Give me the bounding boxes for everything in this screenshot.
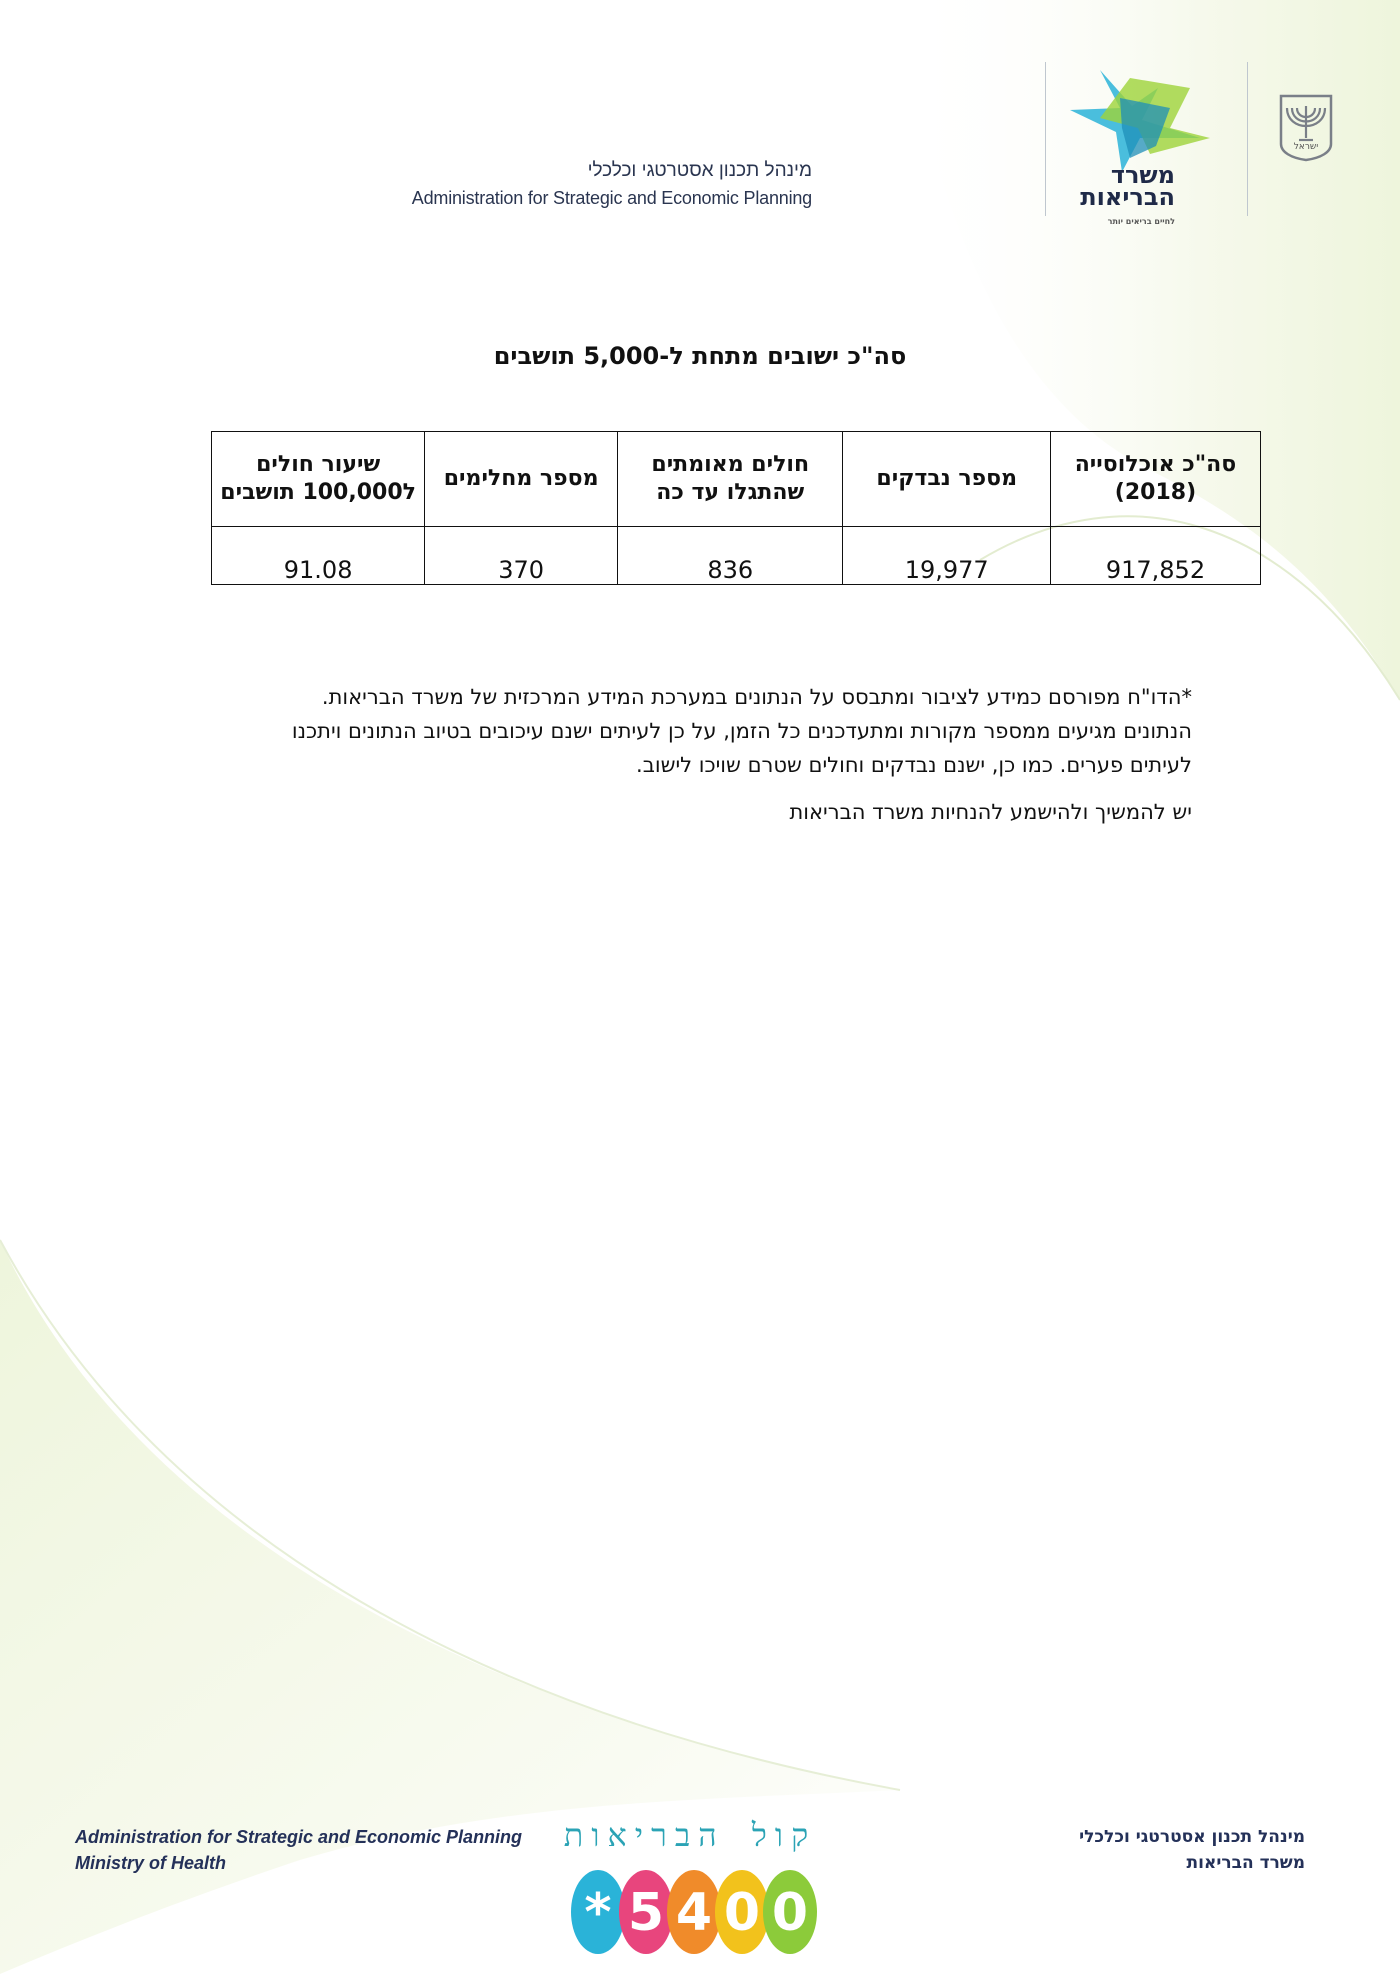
- disclaimer-note: *הדו"ח מפורסם כמידע לציבור ומתבסס על הנתונים במערכת המידע המרכזית של משרד הבריאות. הנתונים מגיעים ממספר מקורות ומתעדכנים כל הזמן, על כן לעיתים ישנם עיכובים בטיוב הנתונים ויתכנו לעיתים פערים. כמו כן, ישנם נבדקים וחולים שטרם שויכו לישוב.: [291, 685, 1192, 777]
- header-admin-english: Administration for Strategic and Economic Planning: [411, 188, 812, 208]
- col-header-tested: מספר נבדקים: [843, 432, 1050, 527]
- cell-rate: 91.08: [212, 527, 425, 585]
- col-header-population: סה"כ אוכלוסייה (2018): [1050, 432, 1260, 527]
- ministry-tagline: לחיים בריאים יותר: [1107, 217, 1175, 226]
- cell-recovered: 370: [425, 527, 618, 585]
- cell-population: 917,852: [1050, 527, 1260, 585]
- col-header-confirmed: חולים מאומתים שהתגלו עד כה: [618, 432, 843, 527]
- page-title: סה"כ ישובים מתחת ל-5,000 תושבים: [493, 342, 907, 370]
- header-admin-block: [412, 160, 812, 209]
- header-divider-right: [1247, 62, 1248, 216]
- col-header-rate: שיעור חולים ל100,000 תושבים: [212, 432, 425, 527]
- cell-tested: 19,977: [843, 527, 1050, 585]
- header-admin-hebrew: מינהל תכנון אסטרטגי וכלכלי: [587, 160, 812, 181]
- kol-digit-0b: 0: [771, 1883, 809, 1943]
- footer-ministry-hebrew: משרד הבריאות: [1186, 1853, 1305, 1873]
- emblem-caption: ישראל: [1293, 142, 1319, 152]
- ministry-star-icon: [1060, 68, 1230, 173]
- ministry-name-line2: הבריאות: [1080, 183, 1175, 211]
- footer-hebrew-block: [1079, 1824, 1305, 1876]
- kol-habriut-title: קול הבריאות: [563, 1816, 817, 1854]
- state-emblem: [1275, 92, 1337, 162]
- kol-habriut-logo: [568, 1862, 818, 1962]
- guidance-note: יש להמשיך ולהישמע להנחיות משרד הבריאות: [789, 800, 1192, 824]
- col-header-recovered: מספר מחלימים: [425, 432, 618, 527]
- ministry-name-line1: משרד: [1110, 161, 1175, 189]
- kol-digit-5: 5: [627, 1883, 665, 1943]
- kol-digit-4: 4: [675, 1883, 713, 1943]
- kol-digit-0a: 0: [723, 1883, 761, 1943]
- footer-ministry-english: Ministry of Health: [75, 1853, 227, 1873]
- footer-english-block: [75, 1824, 522, 1876]
- header-divider-left: [1045, 62, 1046, 216]
- kol-digit-star: *: [584, 1883, 612, 1943]
- data-table: [211, 431, 1261, 585]
- footer-admin-hebrew: מינהל תכנון אסטרטגי וכלכלי: [1079, 1827, 1305, 1847]
- table-header-row: [212, 432, 1261, 527]
- table-row: [212, 527, 1261, 585]
- cell-confirmed: 836: [618, 527, 843, 585]
- ministry-of-health-logo: [1060, 68, 1230, 226]
- footer-admin-english: Administration for Strategic and Economic Planning: [75, 1827, 523, 1847]
